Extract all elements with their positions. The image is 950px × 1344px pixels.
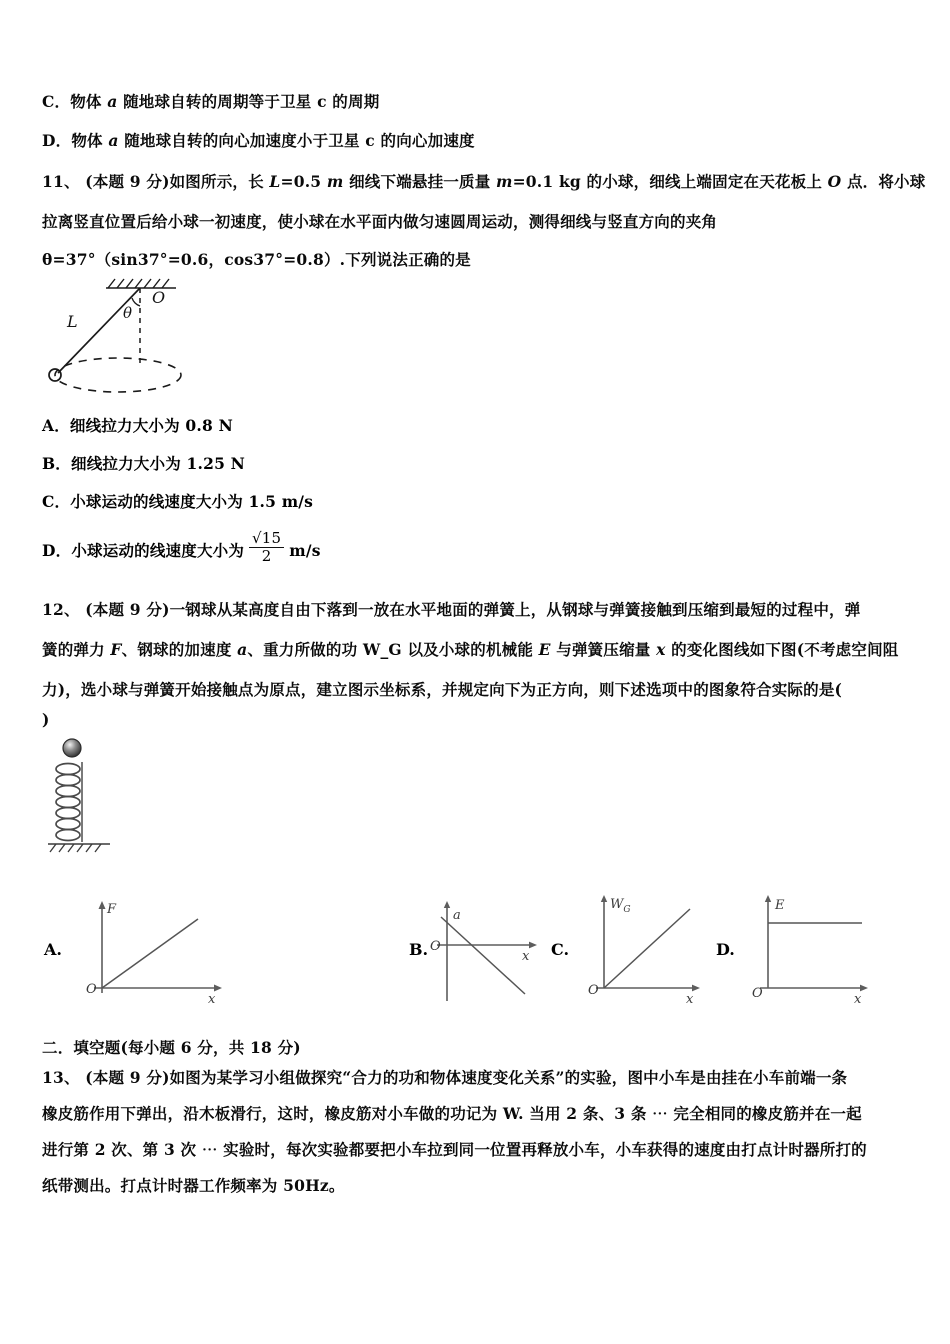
y-axis-label: a (453, 908, 461, 923)
q11-pendulum-figure (40, 272, 250, 390)
label-l: L (67, 312, 78, 331)
q12-stem-line-2: 簧的弹力 F、钢球的加速度 a、重力所做的功 W_G 以及小球的机械能 E 与弹簧压缩量 x 的变化图线如下图(不考虑空间阻 (42, 640, 899, 659)
x-axis-label: x (522, 949, 530, 964)
q10-option-d: D．物体 a 随地球自转的向心加速度小于卫星 c 的向心加速度 (42, 131, 475, 150)
origin-label: O (430, 939, 441, 954)
x-axis-arrow (860, 985, 868, 992)
y-axis-arrow (765, 895, 771, 902)
x-axis-arrow (214, 985, 222, 992)
data-line (102, 919, 198, 988)
x-axis-arrow (529, 942, 537, 949)
fraction-numerator: √15 (249, 531, 284, 548)
q13-line-2: 橡皮筋作用下弹出，沿木板滑行，这时，橡皮筋对小车做的功记为 W. 当用 2 条、3 条 ⋯ 完全相同的橡皮筋并在一起 (42, 1104, 862, 1123)
q11-option-d-fraction (249, 531, 284, 565)
q11-option-d (42, 529, 321, 567)
label-theta: θ (123, 304, 133, 322)
y-axis-label: E (775, 898, 785, 913)
data-line (441, 917, 525, 994)
origin-label: O (752, 986, 763, 1001)
q12-spring-figure (48, 736, 188, 864)
y-axis-arrow (99, 901, 106, 909)
q11-option-b: B．细线拉力大小为 1.25 N (42, 454, 246, 473)
q11-option-d-suffix: m/s (289, 540, 321, 560)
x-axis-label: x (208, 992, 216, 1007)
q12-graph-c-letter: C. (551, 940, 570, 959)
q11-option-a: A．细线拉力大小为 0.8 N (42, 416, 233, 435)
q13-line-1: 13、 (本题 9 分)如图为某学习小组做探究“合力的功和物体速度变化关系”的实验，图中小车是由挂在小车前端一条 (42, 1068, 848, 1087)
q11-option-c: C．小球运动的线速度大小为 1.5 m/s (42, 492, 314, 511)
circular-path-ellipse (55, 358, 181, 392)
q12-graph-b (425, 893, 555, 1011)
q12-graph-d (750, 883, 890, 1008)
y-axis-arrow (601, 895, 607, 902)
q12-stem-line-4: ) (42, 710, 50, 729)
q13-line-3: 进行第 2 次、第 3 次 ⋯ 实验时，每次实验都要把小车拉到同一位置再释放小车，小车获得的速度由打点计时器所打的 (42, 1140, 867, 1159)
x-axis-label: x (854, 992, 862, 1007)
q11-stem-line-3: θ=37°（sin37°=0.6，cos37°=0.8）.下列说法正确的是 (42, 250, 471, 269)
q12-graph-a (80, 893, 240, 1008)
q11-stem-line-1: 11、 (本题 9 分)如图所示，长 L=0.5 m 细线下端悬挂一质量 m=0.1 kg 的小球，细线上端固定在天花板上 O 点．将小球 (42, 172, 926, 191)
q12-graph-b-letter: B. (409, 940, 429, 959)
spring-coils (56, 764, 80, 841)
y-axis-label: $W_G$ (610, 897, 631, 915)
q12-stem-line-3: 力)，选小球与弹簧开始接触点为原点，建立图示坐标系，并规定向下为正方向，则下述选项中的图象符合实际的是( (42, 680, 843, 699)
data-line (604, 909, 690, 988)
y-axis-label: F (107, 902, 117, 917)
q12-graph-d-letter: D. (716, 940, 735, 959)
steel-ball (63, 739, 81, 757)
y-axis-arrow (444, 901, 450, 908)
section2-heading: 二．填空题(每小题 6 分，共 18 分) (42, 1038, 301, 1057)
x-axis-arrow (692, 985, 700, 992)
q12-graph-c (586, 883, 716, 1008)
origin-label: O (588, 983, 599, 998)
q10-option-c: C．物体 a 随地球自转的周期等于卫星 c 的周期 (42, 92, 380, 111)
ground-hatching (50, 844, 101, 852)
q11-option-d-prefix: D．小球运动的线速度大小为 (42, 540, 245, 560)
x-axis-label: x (686, 992, 694, 1007)
q12-graph-a-letter: A. (44, 940, 62, 959)
angle-arc (132, 298, 140, 306)
q12-stem-line-1: 12、 (本题 9 分)一钢球从某高度自由下落到一放在水平地面的弹簧上，从钢球与弹簧接触到压缩到最短的过程中，弹 (42, 600, 861, 619)
label-o: O (152, 288, 166, 307)
fraction-denominator: 2 (261, 546, 272, 565)
origin-label: O (86, 982, 97, 997)
ceiling-hatching (108, 279, 169, 288)
q11-stem-line-2: 拉离竖直位置后给小球一初速度，使小球在水平面内做匀速圆周运动，测得细线与竖直方向的夹角 (42, 212, 718, 231)
q13-line-4: 纸带测出。打点计时器工作频率为 50Hz。 (42, 1176, 345, 1195)
